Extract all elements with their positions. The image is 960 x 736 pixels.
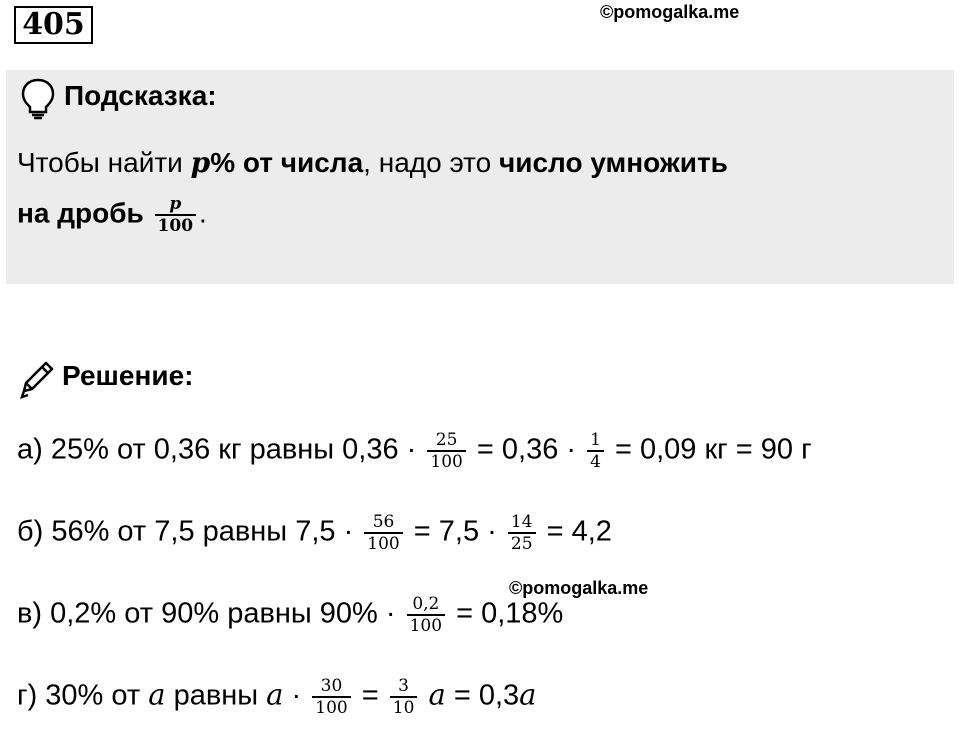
hint-bold-text: на дробь [17,197,152,229]
fraction: $\frac{14}{25}$ [508,512,536,554]
fraction-p-over-100: $\frac{p}{100}$ [155,194,197,236]
solution-line-c: в) 0,2% от 90% равны 90% · $\frac{0,2}{100}$ = 0,18% [17,594,564,636]
hint-text: . [199,197,207,229]
hint-bold-text: % от числа [210,147,364,178]
hint-text-line2 [17,194,207,236]
solution-line-d: г) 30% от a равны a · $\frac{30}{100}$ = $\frac{3}{10}$ a = 0,3a [17,676,537,718]
solution-line-b: б) 56% от 7,5 равны 7,5 · $\frac{56}{100}$ = 7,5 · $\frac{14}{25}$ = 4,2 [17,512,612,554]
watermark-middle: ©pomogalka.me [509,578,649,598]
problem-number: 405 [14,6,93,44]
solution-line-a: а) 25% от 0,36 кг равны 0,36 · $\frac{25}{100}$ = 0,36 · $\frac{1}{4}$ = 0,09 кг = 90 г [17,430,812,472]
fraction: $\frac{0,2}{100}$ [407,594,445,636]
hint-text: Чтобы найти [17,147,191,178]
hint-box [6,70,954,284]
fraction: $\frac{30}{100}$ [312,676,350,718]
watermark-top: ©pomogalka.me [600,2,740,22]
hint-var-p: p [190,146,211,179]
fraction: $\frac{25}{100}$ [427,430,465,472]
fraction: $\frac{3}{10}$ [390,676,418,718]
fraction: $\frac{1}{4}$ [587,430,604,472]
hint-text-line1 [17,146,728,179]
pencil-icon [16,357,58,404]
lightbulb-icon [18,77,58,126]
hint-text: , надо это [363,147,499,178]
hint-title: Подсказка: [64,80,217,111]
fraction: $\frac{56}{100}$ [364,512,402,554]
solution-title: Решение: [62,360,194,391]
hint-bold-text: число умножить [499,147,728,178]
